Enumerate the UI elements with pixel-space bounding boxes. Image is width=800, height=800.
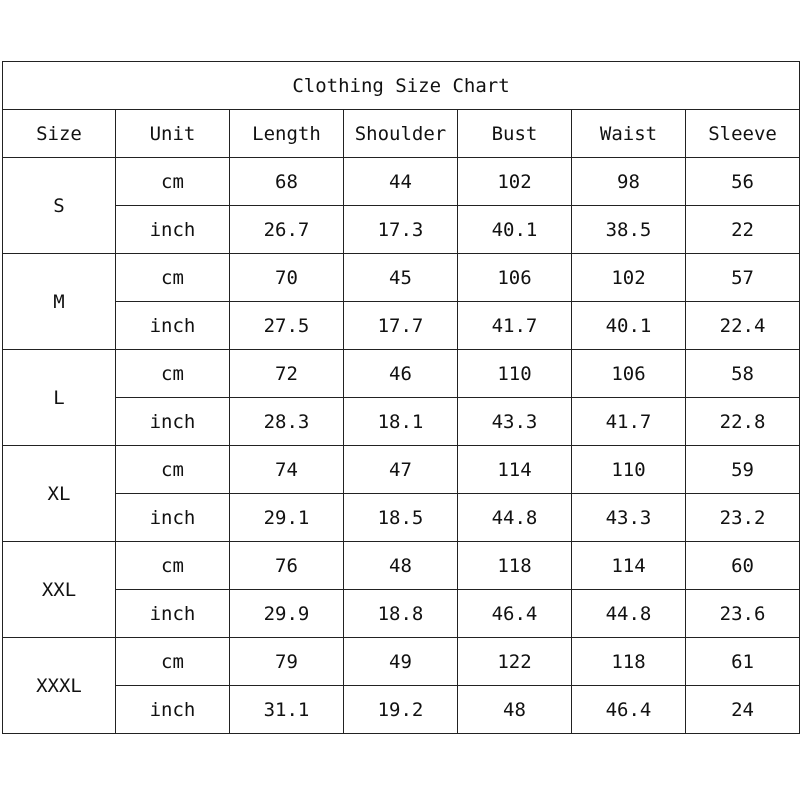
table-title: Clothing Size Chart — [3, 62, 800, 110]
size-label-cell: L — [3, 350, 116, 446]
waist-value-cell: 44.8 — [572, 590, 686, 638]
table-row — [3, 638, 800, 686]
shoulder-value-cell: 49 — [344, 638, 458, 686]
table-row — [3, 686, 800, 734]
header-row — [3, 110, 800, 158]
bust-value-cell: 44.8 — [458, 494, 572, 542]
table-row — [3, 446, 800, 494]
header-size: Size — [3, 110, 116, 158]
size-label-cell: XXL — [3, 542, 116, 638]
waist-value-cell: 38.5 — [572, 206, 686, 254]
size-chart-table — [2, 61, 800, 734]
table-body — [3, 158, 800, 734]
bust-value-cell: 106 — [458, 254, 572, 302]
header-sleeve: Sleeve — [686, 110, 800, 158]
shoulder-value-cell: 17.3 — [344, 206, 458, 254]
bust-value-cell: 46.4 — [458, 590, 572, 638]
unit-cell: inch — [116, 302, 230, 350]
table-row — [3, 158, 800, 206]
bust-value-cell: 118 — [458, 542, 572, 590]
unit-cell: inch — [116, 494, 230, 542]
sleeve-value-cell: 22 — [686, 206, 800, 254]
bust-value-cell: 40.1 — [458, 206, 572, 254]
unit-cell: cm — [116, 254, 230, 302]
shoulder-value-cell: 18.5 — [344, 494, 458, 542]
unit-cell: inch — [116, 206, 230, 254]
sleeve-value-cell: 56 — [686, 158, 800, 206]
size-label-cell: M — [3, 254, 116, 350]
table-row — [3, 590, 800, 638]
shoulder-value-cell: 47 — [344, 446, 458, 494]
sleeve-value-cell: 23.2 — [686, 494, 800, 542]
header-shoulder: Shoulder — [344, 110, 458, 158]
bust-value-cell: 102 — [458, 158, 572, 206]
length-value-cell: 26.7 — [230, 206, 344, 254]
bust-value-cell: 110 — [458, 350, 572, 398]
sleeve-value-cell: 22.4 — [686, 302, 800, 350]
header-bust: Bust — [458, 110, 572, 158]
waist-value-cell: 110 — [572, 446, 686, 494]
length-value-cell: 70 — [230, 254, 344, 302]
waist-value-cell: 102 — [572, 254, 686, 302]
unit-cell: inch — [116, 590, 230, 638]
unit-cell: cm — [116, 350, 230, 398]
shoulder-value-cell: 18.1 — [344, 398, 458, 446]
waist-value-cell: 106 — [572, 350, 686, 398]
waist-value-cell: 46.4 — [572, 686, 686, 734]
waist-value-cell: 41.7 — [572, 398, 686, 446]
shoulder-value-cell: 18.8 — [344, 590, 458, 638]
table-row — [3, 254, 800, 302]
length-value-cell: 31.1 — [230, 686, 344, 734]
table-row — [3, 302, 800, 350]
size-label-cell: S — [3, 158, 116, 254]
bust-value-cell: 43.3 — [458, 398, 572, 446]
bust-value-cell: 122 — [458, 638, 572, 686]
table-row — [3, 398, 800, 446]
shoulder-value-cell: 46 — [344, 350, 458, 398]
header-length: Length — [230, 110, 344, 158]
sleeve-value-cell: 57 — [686, 254, 800, 302]
bust-value-cell: 48 — [458, 686, 572, 734]
shoulder-value-cell: 44 — [344, 158, 458, 206]
waist-value-cell: 98 — [572, 158, 686, 206]
header-waist: Waist — [572, 110, 686, 158]
length-value-cell: 68 — [230, 158, 344, 206]
header-unit: Unit — [116, 110, 230, 158]
shoulder-value-cell: 48 — [344, 542, 458, 590]
sleeve-value-cell: 22.8 — [686, 398, 800, 446]
sleeve-value-cell: 61 — [686, 638, 800, 686]
bust-value-cell: 41.7 — [458, 302, 572, 350]
shoulder-value-cell: 45 — [344, 254, 458, 302]
waist-value-cell: 114 — [572, 542, 686, 590]
size-label-cell: XL — [3, 446, 116, 542]
sleeve-value-cell: 23.6 — [686, 590, 800, 638]
length-value-cell: 74 — [230, 446, 344, 494]
unit-cell: inch — [116, 686, 230, 734]
length-value-cell: 28.3 — [230, 398, 344, 446]
shoulder-value-cell: 17.7 — [344, 302, 458, 350]
table-row — [3, 494, 800, 542]
unit-cell: inch — [116, 398, 230, 446]
unit-cell: cm — [116, 446, 230, 494]
sleeve-value-cell: 60 — [686, 542, 800, 590]
sleeve-value-cell: 58 — [686, 350, 800, 398]
length-value-cell: 76 — [230, 542, 344, 590]
waist-value-cell: 118 — [572, 638, 686, 686]
table-row — [3, 350, 800, 398]
length-value-cell: 79 — [230, 638, 344, 686]
waist-value-cell: 40.1 — [572, 302, 686, 350]
length-value-cell: 29.9 — [230, 590, 344, 638]
sleeve-value-cell: 59 — [686, 446, 800, 494]
sleeve-value-cell: 24 — [686, 686, 800, 734]
unit-cell: cm — [116, 542, 230, 590]
shoulder-value-cell: 19.2 — [344, 686, 458, 734]
waist-value-cell: 43.3 — [572, 494, 686, 542]
length-value-cell: 29.1 — [230, 494, 344, 542]
table-row — [3, 206, 800, 254]
size-label-cell: XXXL — [3, 638, 116, 734]
table-row — [3, 542, 800, 590]
length-value-cell: 27.5 — [230, 302, 344, 350]
unit-cell: cm — [116, 158, 230, 206]
length-value-cell: 72 — [230, 350, 344, 398]
title-row — [3, 62, 800, 110]
unit-cell: cm — [116, 638, 230, 686]
bust-value-cell: 114 — [458, 446, 572, 494]
